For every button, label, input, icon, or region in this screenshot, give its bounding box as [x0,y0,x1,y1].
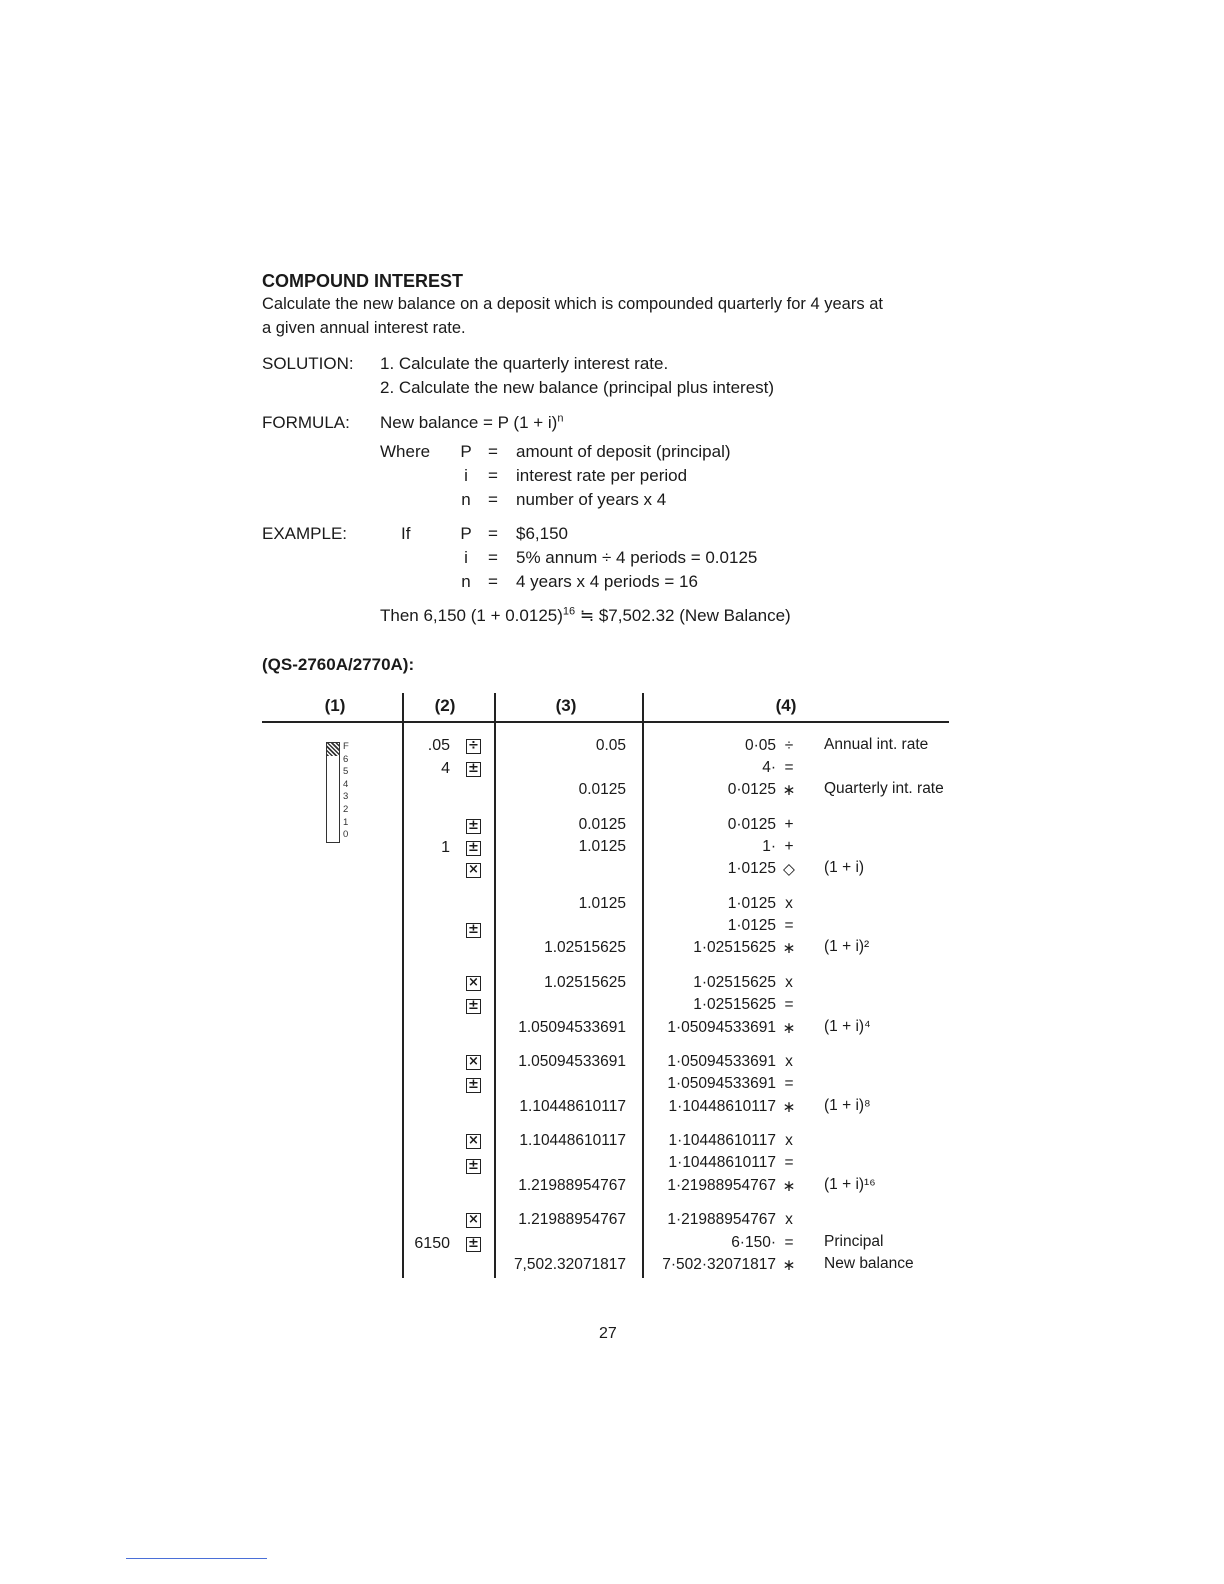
tape-value: 7·502·32071817 [662,1256,776,1273]
formula-def-description: interest rate per period [516,466,688,485]
entry-value: 4 [441,760,450,777]
footnote-rule [126,1558,267,1559]
key-icon: ± [466,1237,481,1252]
key-icon: × [466,1055,481,1070]
col-header-2: (2) [434,696,456,715]
tape-symbol: = [784,1154,794,1171]
example-def-description: $6,150 [516,524,568,543]
key-icon: ÷ [466,739,481,754]
formula-def-symbol: i [464,466,468,485]
solution-step-1: 1. Calculate the quarterly interest rate. [380,354,669,373]
tape-value: 1· [762,838,776,855]
tape-note: (1 + i)⁸ [824,1097,871,1114]
display-value: 0.0125 [578,781,626,798]
table-header-rule [262,721,949,723]
col-header-1: (1) [324,696,346,715]
formula-def-symbol: P [460,442,472,461]
solution-step-2: 2. Calculate the new balance (principal plus interest) [380,378,775,397]
tape-symbol: x [785,1053,793,1070]
example-result-b: ≒ $7,502.32 (New Balance) [575,606,791,625]
formula-def-equals: = [488,490,498,509]
tape-note: (1 + i) [824,859,865,876]
key-icon: ± [466,1078,481,1093]
switch-label: 1 [343,817,349,828]
switch-label: 3 [343,791,349,802]
display-value: 1.10448610117 [519,1132,626,1149]
example-result [380,606,791,626]
section-title: COMPOUND INTEREST [262,271,464,291]
display-value: 7,502.32071817 [513,1256,626,1273]
switch-label: 0 [343,829,349,840]
example-result-exponent: 16 [562,605,576,618]
tape-note: (1 + i)¹⁶ [824,1176,876,1193]
display-value: 1.21988954767 [518,1211,626,1228]
formula-main: New balance = P (1 + i) [380,413,558,432]
tape-value: 1·10448610117 [668,1098,776,1115]
intro-line-1: Calculate the new balance on a deposit which is compounded quarterly for 4 years at [262,295,883,313]
tape-symbol: = [784,996,794,1013]
key-icon: ± [466,923,481,938]
example-result-a: Then 6,150 (1 + 0.0125) [380,606,563,625]
tape-value: 1·21988954767 [667,1211,776,1228]
tape-symbol: x [785,974,793,991]
tape-value: 1·05094533691 [667,1053,776,1070]
tape-value: 1·02515625 [693,974,776,991]
example-def-symbol: i [464,548,468,567]
model-heading: (QS-2760A/2770A): [262,655,415,674]
intro-line-2: a given annual interest rate. [262,319,466,337]
formula-def-description: amount of deposit (principal) [516,442,731,461]
tape-symbol: ∗ [782,1178,796,1195]
tape-note: (1 + i)² [824,938,870,955]
tape-symbol: x [785,1211,793,1228]
decimal-selector-switch [326,742,340,843]
page-number: 27 [599,1325,617,1342]
formula-def-symbol: n [461,490,471,509]
formula-label: FORMULA: [262,413,350,432]
key-icon: × [466,976,481,991]
formula-exponent: n [557,412,564,425]
tape-symbol: + [784,816,794,833]
tape-value: 1·0125 [727,917,776,934]
example-def-equals: = [488,572,498,591]
tape-symbol: = [784,1234,794,1251]
key-icon: × [466,863,481,878]
display-value: 1.0125 [578,895,626,912]
display-value: 1.0125 [578,838,626,855]
tape-value: 1·05094533691 [667,1019,776,1036]
tape-value: 1·10448610117 [668,1132,776,1149]
key-icon: × [466,1213,481,1228]
tape-note: Quarterly int. rate [824,780,944,797]
key-icon: ± [466,819,481,834]
example-def-equals: = [488,524,498,543]
entry-value: 6150 [414,1235,450,1252]
display-value: 0.05 [595,737,626,754]
example-def-symbol: n [461,572,471,591]
tape-symbol: = [784,917,794,934]
switch-label: 2 [343,804,349,815]
tape-value: 1·05094533691 [667,1075,776,1092]
tape-symbol: + [784,838,794,855]
tape-symbol: x [785,1132,793,1149]
tape-symbol: ÷ [784,737,794,754]
tape-symbol: ◇ [783,861,795,878]
tape-value: 0·0125 [727,781,776,798]
display-value: 1.05094533691 [518,1019,626,1036]
formula-def-equals: = [488,466,498,485]
key-icon: ± [466,1159,481,1174]
switch-label: F [343,741,349,752]
switch-label: 4 [343,779,349,790]
display-value: 1.21988954767 [518,1177,626,1194]
tape-value: 0·05 [744,737,776,754]
tape-value: 1·10448610117 [668,1154,776,1171]
tape-value: 1·0125 [727,860,776,877]
example-def-symbol: P [460,524,472,543]
entry-value: .05 [427,737,450,754]
display-value: 1.05094533691 [518,1053,626,1070]
tape-value: 6·150· [731,1234,776,1251]
display-value: 1.02515625 [544,939,626,956]
col-header-4: (4) [775,696,797,715]
column-divider-1 [402,693,404,1278]
display-value: 1.02515625 [544,974,626,991]
example-def-equals: = [488,548,498,567]
tape-symbol: = [784,1075,794,1092]
entry-value: 1 [441,839,450,856]
formula-expression [380,413,563,433]
formula-where: Where [380,442,431,461]
tape-value: 1·02515625 [693,939,776,956]
tape-value: 1·21988954767 [667,1177,776,1194]
tape-note: Annual int. rate [824,736,929,753]
example-if: If [401,524,411,543]
key-icon: ± [466,841,481,856]
tape-symbol: x [785,895,793,912]
switch-position-f [327,743,339,756]
display-value: 1.10448610117 [519,1098,626,1115]
tape-value: 1·02515625 [693,996,776,1013]
key-icon: ± [466,999,481,1014]
tape-symbol: ∗ [782,940,796,957]
example-def-description: 5% annum ÷ 4 periods = 0.0125 [516,548,758,567]
key-icon: × [466,1134,481,1149]
display-value: 0.0125 [578,816,626,833]
col-header-3: (3) [555,696,577,715]
formula-def-description: number of years x 4 [516,490,667,509]
tape-symbol: ∗ [782,1099,796,1116]
tape-symbol: = [784,759,794,776]
tape-value: 1·0125 [727,895,776,912]
key-icon: ± [466,762,481,777]
switch-label: 6 [343,754,349,765]
tape-value: 4· [762,759,776,776]
example-label: EXAMPLE: [262,524,348,543]
tape-symbol: ∗ [782,1020,796,1037]
tape-symbol: ∗ [782,782,796,799]
tape-note: New balance [824,1255,914,1272]
switch-label: 5 [343,766,349,777]
tape-note: (1 + i)⁴ [824,1018,871,1035]
example-def-description: 4 years x 4 periods = 16 [516,572,698,591]
formula-def-equals: = [488,442,498,461]
tape-value: 0·0125 [727,816,776,833]
tape-note: Principal [824,1233,884,1250]
tape-symbol: ∗ [782,1257,796,1274]
solution-label: SOLUTION: [262,354,354,373]
